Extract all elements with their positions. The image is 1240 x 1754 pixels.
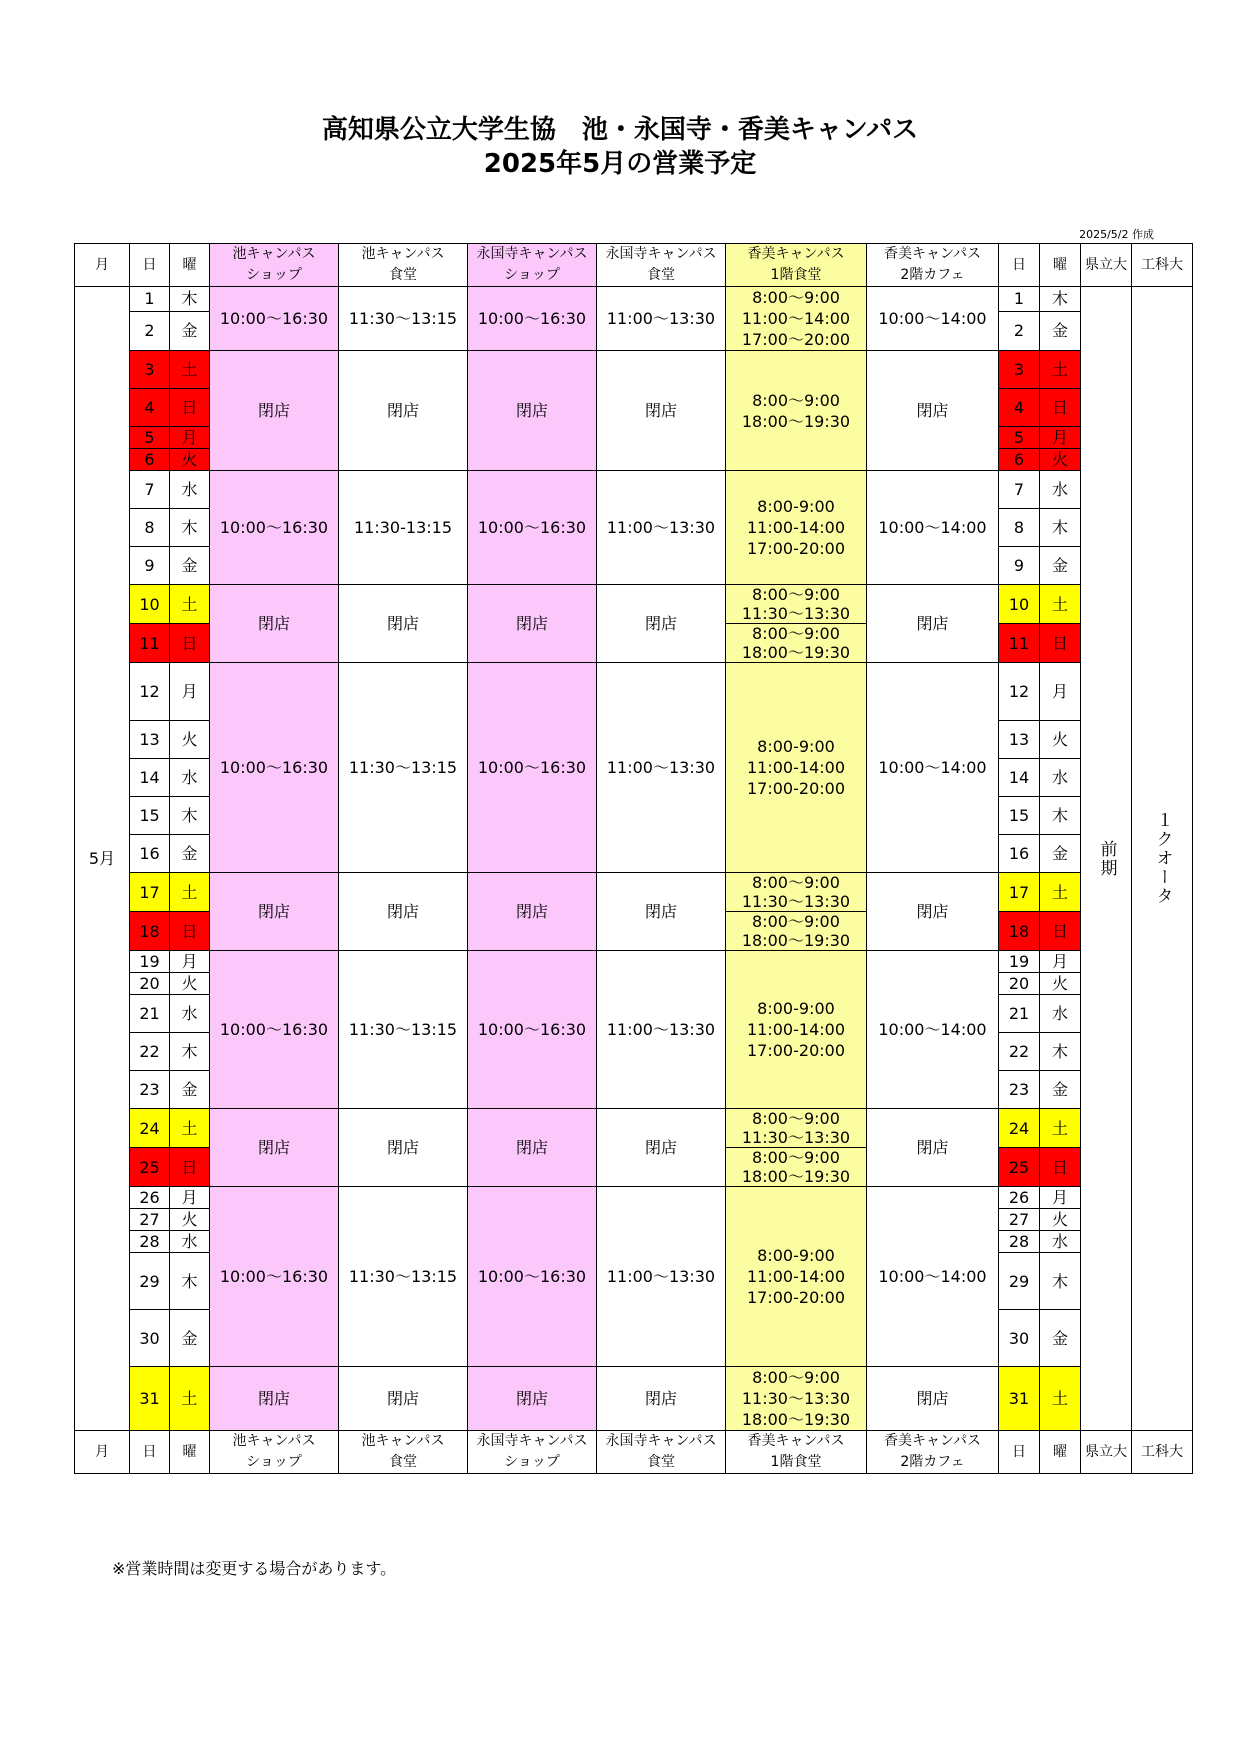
table-row <box>75 951 1193 973</box>
ike-shop-hours: 閉店 <box>210 351 339 471</box>
footer-kami-1f-cafeteria: 香美キャンパス 1階食堂 <box>726 1431 867 1474</box>
weekday-cell: 金 <box>170 835 210 873</box>
weekday-cell: 日 <box>170 624 210 663</box>
ike-cafeteria-hours: 11:30～13:15 <box>339 663 468 873</box>
day-cell: 16 <box>130 835 170 873</box>
kami-1f-cafeteria-hours: 8:00～9:00 11:30～13:30 18:00～19:30 <box>726 1367 867 1431</box>
eikokuji-shop-hours: 閉店 <box>468 585 597 663</box>
schedule-table <box>74 243 1193 1474</box>
weekday-cell: 日 <box>170 389 210 427</box>
ike-cafeteria-hours: 11:30-13:15 <box>339 471 468 585</box>
ike-shop-hours: 10:00～16:30 <box>210 287 339 351</box>
day-cell-right: 26 <box>999 1187 1040 1209</box>
eikokuji-shop-hours: 10:00～16:30 <box>468 663 597 873</box>
created-date: 2025/5/2 作成 <box>1079 228 1154 241</box>
ike-shop-hours: 10:00～16:30 <box>210 1187 339 1367</box>
day-cell: 21 <box>130 995 170 1033</box>
header-kami-2f-cafe: 香美キャンパス 2階カフェ <box>867 244 999 287</box>
header-kami-1f-cafeteria: 香美キャンパス 1階食堂 <box>726 244 867 287</box>
day-cell-right: 23 <box>999 1071 1040 1109</box>
hours-segment: 8:00～9:00 11:30～13:30 <box>741 873 851 911</box>
day-cell-right: 29 <box>999 1253 1040 1310</box>
day-cell-right: 24 <box>999 1109 1040 1148</box>
eikokuji-shop-hours: 10:00～16:30 <box>468 1187 597 1367</box>
eikokuji-shop-hours: 閉店 <box>468 1109 597 1187</box>
kami-1f-cafeteria-hours <box>726 1109 867 1187</box>
day-cell: 11 <box>130 624 170 663</box>
kami-1f-cafeteria-hours: 8:00-9:00 11:00-14:00 17:00-20:00 <box>726 1187 867 1367</box>
ike-cafeteria-hours: 11:30～13:15 <box>339 1187 468 1367</box>
day-cell: 22 <box>130 1033 170 1071</box>
weekday-cell: 月 <box>170 427 210 449</box>
weekday-cell: 土 <box>170 351 210 389</box>
day-cell-right: 14 <box>999 759 1040 797</box>
weekday-cell-right: 火 <box>1040 449 1081 471</box>
month-cell: 5月 <box>75 287 130 1431</box>
weekday-cell-right: 木 <box>1040 797 1081 835</box>
weekday-cell-right: 火 <box>1040 1209 1081 1231</box>
day-cell-right: 10 <box>999 585 1040 624</box>
day-cell: 12 <box>130 663 170 721</box>
weekday-cell: 火 <box>170 973 210 995</box>
weekday-cell-right: 水 <box>1040 471 1081 509</box>
header-eikokuji-shop: 永国寺キャンパス ショップ <box>468 244 597 287</box>
kenritsu-term-cell <box>1081 287 1132 1431</box>
kami-1f-cafeteria-hours: 8:00～9:00 18:00～19:30 <box>726 351 867 471</box>
day-cell-right: 17 <box>999 873 1040 912</box>
day-cell-right: 21 <box>999 995 1040 1033</box>
weekday-cell: 日 <box>170 912 210 951</box>
day-cell-right: 3 <box>999 351 1040 389</box>
header-eikokuji-cafeteria: 永国寺キャンパス 食堂 <box>597 244 726 287</box>
weekday-cell-right: 月 <box>1040 427 1081 449</box>
header-ike-cafeteria: 池キャンパス 食堂 <box>339 244 468 287</box>
weekday-cell: 水 <box>170 1231 210 1253</box>
kami-2f-cafe-hours: 閉店 <box>867 351 999 471</box>
weekday-cell: 月 <box>170 951 210 973</box>
day-cell: 5 <box>130 427 170 449</box>
day-cell: 2 <box>130 311 170 350</box>
weekday-cell: 金 <box>170 311 210 350</box>
day-cell: 26 <box>130 1187 170 1209</box>
day-cell: 17 <box>130 873 170 912</box>
table-row <box>75 1367 1193 1431</box>
weekday-cell-right: 土 <box>1040 1109 1081 1148</box>
day-cell-right: 18 <box>999 912 1040 951</box>
weekday-cell-right: 月 <box>1040 1187 1081 1209</box>
day-cell: 8 <box>130 509 170 547</box>
kami-2f-cafe-hours: 10:00～14:00 <box>867 1187 999 1367</box>
weekday-cell-right: 水 <box>1040 1231 1081 1253</box>
weekday-cell: 水 <box>170 759 210 797</box>
day-cell: 29 <box>130 1253 170 1310</box>
day-cell: 15 <box>130 797 170 835</box>
kami-2f-cafe-hours: 10:00～14:00 <box>867 287 999 351</box>
table-row <box>75 287 1193 312</box>
day-cell: 1 <box>130 287 170 312</box>
day-cell: 27 <box>130 1209 170 1231</box>
weekday-cell-right: 月 <box>1040 663 1081 721</box>
table-row <box>75 663 1193 721</box>
weekday-cell-right: 日 <box>1040 912 1081 951</box>
weekday-cell-right: 金 <box>1040 311 1081 350</box>
day-cell-right: 22 <box>999 1033 1040 1071</box>
weekday-cell: 木 <box>170 287 210 312</box>
weekday-cell-right: 木 <box>1040 509 1081 547</box>
weekday-cell: 木 <box>170 509 210 547</box>
footer-weekday: 曜 <box>170 1431 210 1474</box>
table-row <box>75 1109 1193 1148</box>
ike-cafeteria-hours: 閉店 <box>339 351 468 471</box>
day-cell-right: 25 <box>999 1148 1040 1187</box>
eikokuji-shop-hours: 閉店 <box>468 873 597 951</box>
kouka-term: １クオータ <box>1152 811 1173 906</box>
kouka-term-cell <box>1132 287 1193 1431</box>
weekday-cell-right: 水 <box>1040 995 1081 1033</box>
table-row <box>75 1187 1193 1209</box>
weekday-cell: 土 <box>170 1109 210 1148</box>
table-row <box>75 471 1193 509</box>
kami-1f-cafeteria-hours: 8:00-9:00 11:00-14:00 17:00-20:00 <box>726 951 867 1109</box>
hours-segment: 8:00～9:00 11:30～13:30 <box>741 1109 851 1147</box>
kami-2f-cafe-hours: 10:00～14:00 <box>867 471 999 585</box>
day-cell: 10 <box>130 585 170 624</box>
kami-2f-cafe-hours: 閉店 <box>867 873 999 951</box>
weekday-cell: 土 <box>170 873 210 912</box>
day-cell: 28 <box>130 1231 170 1253</box>
day-cell-right: 16 <box>999 835 1040 873</box>
footer-row <box>75 1431 1193 1474</box>
kami-2f-cafe-hours: 閉店 <box>867 1109 999 1187</box>
day-cell-right: 2 <box>999 311 1040 350</box>
kami-2f-cafe-hours: 閉店 <box>867 1367 999 1431</box>
footnote: ※営業時間は変更する場合があります。 <box>112 1559 397 1578</box>
header-kouka: 工科大 <box>1132 244 1193 287</box>
day-cell-right: 9 <box>999 547 1040 585</box>
weekday-cell: 木 <box>170 797 210 835</box>
eikokuji-cafeteria-hours: 閉店 <box>597 1109 726 1187</box>
ike-shop-hours: 閉店 <box>210 585 339 663</box>
eikokuji-shop-hours: 10:00～16:30 <box>468 287 597 351</box>
ike-shop-hours: 10:00～16:30 <box>210 663 339 873</box>
hours-segment: 8:00～9:00 18:00～19:30 <box>726 623 866 662</box>
ike-shop-hours: 10:00～16:30 <box>210 471 339 585</box>
day-cell-right: 6 <box>999 449 1040 471</box>
day-cell-right: 1 <box>999 287 1040 312</box>
kami-1f-cafeteria-hours <box>726 585 867 663</box>
weekday-cell-right: 木 <box>1040 1033 1081 1071</box>
ike-cafeteria-hours: 閉店 <box>339 585 468 663</box>
footer-kenritsu: 県立大 <box>1081 1431 1132 1474</box>
day-cell: 20 <box>130 973 170 995</box>
eikokuji-shop-hours: 10:00～16:30 <box>468 471 597 585</box>
weekday-cell-right: 木 <box>1040 287 1081 312</box>
weekday-cell: 月 <box>170 1187 210 1209</box>
header-row <box>75 244 1193 287</box>
footer-eikokuji-cafeteria: 永国寺キャンパス 食堂 <box>597 1431 726 1474</box>
weekday-cell-right: 月 <box>1040 951 1081 973</box>
weekday-cell-right: 水 <box>1040 759 1081 797</box>
eikokuji-shop-hours: 閉店 <box>468 1367 597 1431</box>
kami-2f-cafe-hours: 10:00～14:00 <box>867 951 999 1109</box>
eikokuji-cafeteria-hours: 11:00～13:30 <box>597 287 726 351</box>
table-row <box>75 873 1193 912</box>
footer-month: 月 <box>75 1431 130 1474</box>
weekday-cell: 火 <box>170 1209 210 1231</box>
page-title: 高知県公立大学生協 池・永国寺・香美キャンパス <box>321 115 919 145</box>
kami-2f-cafe-hours: 閉店 <box>867 585 999 663</box>
weekday-cell-right: 金 <box>1040 547 1081 585</box>
weekday-cell: 土 <box>170 585 210 624</box>
hours-segment: 8:00～9:00 18:00～19:30 <box>726 911 866 950</box>
footer-kouka: 工科大 <box>1132 1431 1193 1474</box>
day-cell-right: 30 <box>999 1310 1040 1367</box>
weekday-cell: 火 <box>170 721 210 759</box>
footer-ike-shop: 池キャンパス ショップ <box>210 1431 339 1474</box>
hours-segment: 8:00～9:00 18:00～19:30 <box>726 1147 866 1186</box>
kenritsu-term: 前期 <box>1096 839 1117 878</box>
eikokuji-cafeteria-hours: 11:00～13:30 <box>597 951 726 1109</box>
day-cell-right: 19 <box>999 951 1040 973</box>
weekday-cell-right: 日 <box>1040 624 1081 663</box>
weekday-cell-right: 土 <box>1040 873 1081 912</box>
eikokuji-cafeteria-hours: 11:00～13:30 <box>597 663 726 873</box>
weekday-cell: 日 <box>170 1148 210 1187</box>
day-cell: 14 <box>130 759 170 797</box>
weekday-cell: 金 <box>170 1310 210 1367</box>
ike-cafeteria-hours: 閉店 <box>339 1109 468 1187</box>
day-cell: 31 <box>130 1367 170 1431</box>
header-weekday: 曜 <box>170 244 210 287</box>
weekday-cell-right: 火 <box>1040 721 1081 759</box>
day-cell: 23 <box>130 1071 170 1109</box>
ike-cafeteria-hours: 11:30～13:15 <box>339 287 468 351</box>
eikokuji-cafeteria-hours: 11:00～13:30 <box>597 471 726 585</box>
day-cell-right: 31 <box>999 1367 1040 1431</box>
day-cell-right: 4 <box>999 389 1040 427</box>
page-subtitle: 2025年5月の営業予定 <box>483 149 757 179</box>
weekday-cell-right: 土 <box>1040 585 1081 624</box>
day-cell-right: 8 <box>999 509 1040 547</box>
kami-1f-cafeteria-hours: 8:00～9:00 11:00～14:00 17:00～20:00 <box>726 287 867 351</box>
eikokuji-cafeteria-hours: 閉店 <box>597 351 726 471</box>
weekday-cell: 木 <box>170 1253 210 1310</box>
table-row <box>75 585 1193 624</box>
kami-1f-cafeteria-hours <box>726 873 867 951</box>
weekday-cell: 水 <box>170 995 210 1033</box>
eikokuji-cafeteria-hours: 閉店 <box>597 873 726 951</box>
footer-weekday-right: 曜 <box>1040 1431 1081 1474</box>
day-cell: 24 <box>130 1109 170 1148</box>
day-cell-right: 27 <box>999 1209 1040 1231</box>
split-hours <box>726 873 866 950</box>
day-cell: 13 <box>130 721 170 759</box>
header-day-right: 日 <box>999 244 1040 287</box>
footer-kami-2f-cafe: 香美キャンパス 2階カフェ <box>867 1431 999 1474</box>
footer-day: 日 <box>130 1431 170 1474</box>
ike-cafeteria-hours: 11:30～13:15 <box>339 951 468 1109</box>
day-cell: 4 <box>130 389 170 427</box>
weekday-cell-right: 土 <box>1040 1367 1081 1431</box>
header-ike-shop: 池キャンパス ショップ <box>210 244 339 287</box>
day-cell: 30 <box>130 1310 170 1367</box>
day-cell: 6 <box>130 449 170 471</box>
header-kenritsu: 県立大 <box>1081 244 1132 287</box>
day-cell: 9 <box>130 547 170 585</box>
eikokuji-shop-hours: 10:00～16:30 <box>468 951 597 1109</box>
day-cell-right: 20 <box>999 973 1040 995</box>
weekday-cell: 土 <box>170 1367 210 1431</box>
weekday-cell: 火 <box>170 449 210 471</box>
ike-shop-hours: 10:00～16:30 <box>210 951 339 1109</box>
weekday-cell-right: 木 <box>1040 1253 1081 1310</box>
day-cell-right: 11 <box>999 624 1040 663</box>
header-day: 日 <box>130 244 170 287</box>
day-cell-right: 28 <box>999 1231 1040 1253</box>
kami-1f-cafeteria-hours: 8:00-9:00 11:00-14:00 17:00-20:00 <box>726 663 867 873</box>
weekday-cell-right: 土 <box>1040 351 1081 389</box>
table-row <box>75 351 1193 389</box>
ike-shop-hours: 閉店 <box>210 873 339 951</box>
weekday-cell: 金 <box>170 547 210 585</box>
eikokuji-shop-hours: 閉店 <box>468 351 597 471</box>
weekday-cell-right: 金 <box>1040 1310 1081 1367</box>
day-cell-right: 7 <box>999 471 1040 509</box>
footer-day-right: 日 <box>999 1431 1040 1474</box>
ike-cafeteria-hours: 閉店 <box>339 873 468 951</box>
day-cell-right: 5 <box>999 427 1040 449</box>
hours-segment: 8:00～9:00 11:30～13:30 <box>741 585 851 623</box>
split-hours <box>726 585 866 662</box>
footer-ike-cafeteria: 池キャンパス 食堂 <box>339 1431 468 1474</box>
eikokuji-cafeteria-hours: 閉店 <box>597 1367 726 1431</box>
day-cell: 19 <box>130 951 170 973</box>
kami-1f-cafeteria-hours: 8:00-9:00 11:00-14:00 17:00-20:00 <box>726 471 867 585</box>
ike-shop-hours: 閉店 <box>210 1367 339 1431</box>
eikokuji-cafeteria-hours: 閉店 <box>597 585 726 663</box>
weekday-cell-right: 金 <box>1040 1071 1081 1109</box>
weekday-cell: 水 <box>170 471 210 509</box>
kami-2f-cafe-hours: 10:00～14:00 <box>867 663 999 873</box>
day-cell-right: 12 <box>999 663 1040 721</box>
weekday-cell: 木 <box>170 1033 210 1071</box>
weekday-cell-right: 火 <box>1040 973 1081 995</box>
header-month: 月 <box>75 244 130 287</box>
day-cell: 7 <box>130 471 170 509</box>
weekday-cell-right: 金 <box>1040 835 1081 873</box>
day-cell-right: 13 <box>999 721 1040 759</box>
day-cell: 3 <box>130 351 170 389</box>
split-hours <box>726 1109 866 1186</box>
weekday-cell: 月 <box>170 663 210 721</box>
ike-shop-hours: 閉店 <box>210 1109 339 1187</box>
weekday-cell-right: 日 <box>1040 389 1081 427</box>
weekday-cell-right: 日 <box>1040 1148 1081 1187</box>
footer-eikokuji-shop: 永国寺キャンパス ショップ <box>468 1431 597 1474</box>
eikokuji-cafeteria-hours: 11:00～13:30 <box>597 1187 726 1367</box>
day-cell: 18 <box>130 912 170 951</box>
ike-cafeteria-hours: 閉店 <box>339 1367 468 1431</box>
day-cell-right: 15 <box>999 797 1040 835</box>
header-weekday-right: 曜 <box>1040 244 1081 287</box>
weekday-cell: 金 <box>170 1071 210 1109</box>
day-cell: 25 <box>130 1148 170 1187</box>
